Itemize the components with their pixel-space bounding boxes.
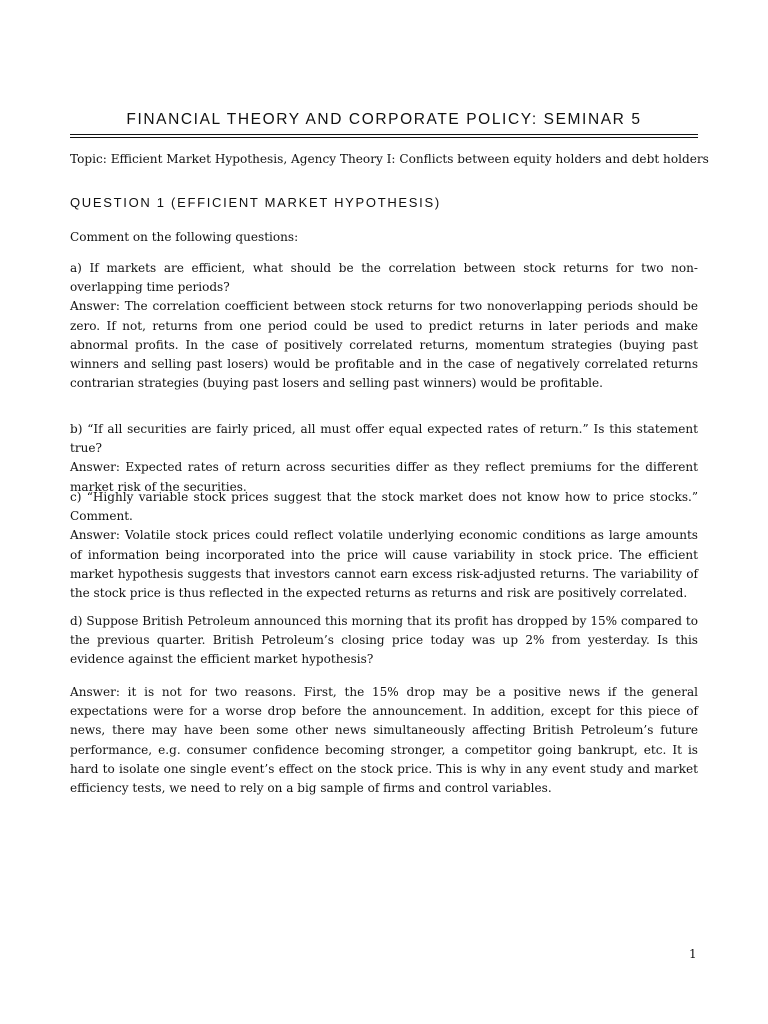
qa-block-c (70, 488, 698, 603)
intro-text (70, 228, 698, 247)
question-c: c) “Highly variable stock prices suggest that the stock market does not know how to price stocks.” Comment. (70, 490, 698, 524)
document-title: FINANCIAL THEORY AND CORPORATE POLICY: SEMINAR 5 (126, 111, 642, 128)
question-b: b) “If all securities are fairly priced, all must offer equal expected rates of return.” Is this statement true? (70, 422, 698, 456)
answer-d: Answer: it is not for two reasons. First, the 15% drop may be a positive news if the general expectations were for a worse drop before the announcement. In addition, except for this piece of news, there may have been some other news simultaneously affecting British Petroleum’s future performance, e.g. consumer confidence becoming stronger, a competitor going bankrupt, etc. It is hard to isolate one single event’s effect on the stock price. This is why in any event study and market efficiency tests, we need to rely on a big sample of firms and control variables. (70, 685, 698, 796)
answer-b: Answer: Expected rates of return across securities differ as they reflect premiums for the different market risk of the securities. (70, 460, 698, 494)
intro-line: Comment on the following questions: (70, 230, 299, 244)
qa-block-d (70, 612, 698, 670)
topic-line: Topic: Efficient Market Hypothesis, Agency Theory I: Conflicts between equity holders and debt holders (70, 152, 709, 166)
answer-a: Answer: The correlation coefficient between stock returns for two nonoverlapping periods should be zero. If not, returns from one period could be used to predict returns in later periods and make abnormal profits. In the case of positively correlated returns, momentum strategies (buying past winners and selling past losers) would be profitable and in the case of negatively correlated returns contrarian strategies (buying past losers and selling past winners) would be profitable. (70, 299, 698, 391)
question-heading: QUESTION 1 (EFFICIENT MARKET HYPOTHESIS) (70, 195, 441, 210)
page-number: 1 (689, 947, 697, 961)
title-rule (70, 134, 698, 138)
qa-block-a (70, 259, 698, 393)
qa-block-d-answer (70, 683, 698, 798)
answer-c: Answer: Volatile stock prices could reflect volatile underlying economic conditions as large amounts of information being incorporated into the price will cause variability in stock price. The efficient market hypothesis suggests that investors cannot earn excess risk-adjusted returns. The variability of the stock price is thus reflected in the expected returns as returns and risk are positively correlated. (70, 528, 698, 601)
question-d: d) Suppose British Petroleum announced this morning that its profit has dropped by 15% compared to the previous quarter. British Petroleum’s closing price today was up 2% from yesterday. Is this evidence against the efficient market hypothesis? (70, 614, 698, 667)
question-a: a) If markets are efficient, what should be the correlation between stock returns for two non-overlapping time periods? (70, 261, 698, 295)
qa-block-b (70, 420, 698, 497)
